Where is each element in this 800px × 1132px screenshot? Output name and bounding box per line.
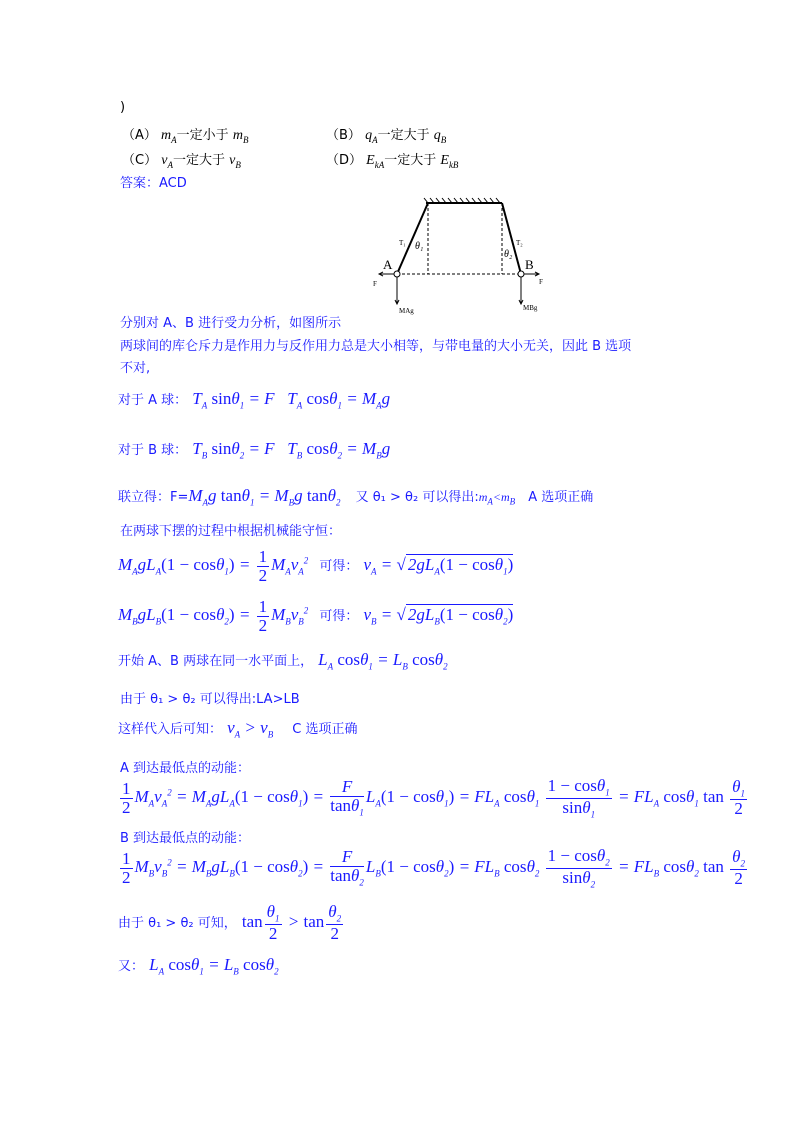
answer-line: 答案：ACD (120, 176, 187, 191)
ball-a-equations: 对于 A 球： $T_A$ sinθ$_1$ = F $T_A$ $\cos\theta_1 = M_Ag$ (118, 389, 391, 411)
label-a: A (383, 257, 393, 272)
label-f-left: F (373, 280, 377, 288)
ka-equation: $\frac{1}{2}$ $M_Av_A^2 = M_AgL_A(1 - \cos\theta_1)$ = $\frac{F}{\tan\theta_1}$ $L_A(1 - \cos\theta_1) = FL_A$ cosθ$_1$ $\frac{1 - \cos\theta_1}{\sin\theta_1}$ = $FL_A$ cosθ$_1$ tan $\frac{\theta_1}{2}$ (122, 776, 746, 820)
coulomb-text-2: 不对, (120, 361, 151, 376)
label-f-right: F (539, 278, 543, 286)
label-mbg: MBg (523, 304, 538, 312)
analysis-text: 分别对 A、B 进行受力分析，如图所示 (120, 316, 342, 331)
label-t2: T₂ (516, 239, 523, 247)
label-mag: MAg (399, 307, 414, 315)
tan-inequality: 由于 θ₁ > θ₂ 可知， tan $\frac{\theta_1}{2}$ > tan $\frac{\theta_2}{2}$ (118, 902, 342, 943)
force-diagram (368, 195, 548, 315)
thus-equation: 这样代入后可知： $v_A > v_B$ C 选项正确 (118, 718, 358, 740)
label-theta2: θ₂ (504, 249, 513, 260)
coulomb-text-1: 两球间的库仑斥力是作用力与反作用力总是大小相等，与带电量的大小无关，因此 B 选项 (120, 339, 632, 354)
also-equation: 又： $L_A$ $\cos\theta_1 = L_B$ cosθ$_2$ (118, 955, 279, 977)
closing-paren: ) (120, 100, 126, 115)
ball-b-equations: 对于 B 球： $T_B$ sinθ$_2$ = F $T_B$ $\cos\theta_2 = M_Bg$ (118, 439, 391, 461)
option-a: （A） $m_A$一定小于 $m_B$ (122, 128, 249, 145)
energy-equation-a: $M_AgL_A(1 - \cos\theta_1)$ = $\frac{1}{2}$ $M_Av_A^2$ 可得： $v_A$ = √ $2gL_A(1 - \cos\theta_1)$ (118, 547, 514, 585)
kb-text: B 到达最低点的动能： (120, 831, 251, 846)
start-equation: 开始 A、B 两球在同一水平面上， $L_A$ $\cos\theta_1 = L_B$ cosθ$_2$ (118, 650, 448, 672)
ka-text: A 到达最低点的动能： (120, 761, 251, 776)
energy-equation-b: $M_BgL_B(1 - \cos\theta_2)$ = $\frac{1}{2}$ $M_Bv_B^2$ 可得： $v_B$ = √ $2gL_B(1 - \cos\theta_2)$ (118, 597, 514, 635)
option-d: （D） $E_{kA}$一定大于 $E_{kB}$ (326, 153, 459, 170)
combined-equation: 联立得：$F=M_Ag$ $\tan\theta_1 = M_Bg$ tanθ$_2$ 又 θ₁ > θ₂ 可以得出$:m_A<m_B$ A 选项正确 (118, 486, 594, 508)
label-theta1: θ₁ (415, 241, 424, 252)
kb-equation: $\frac{1}{2}$ $M_Bv_B^2 = M_BgL_B(1 - \cos\theta_2)$ = $\frac{F}{\tan\theta_2}$ $L_B(1 - \cos\theta_2) = FL_B$ cosθ$_2$ $\frac{1 - \cos\theta_2}{\sin\theta_2}$ = $FL_B$ cosθ$_2$ tan $\frac{\theta_2}{2}$ (122, 846, 746, 890)
label-b: B (525, 257, 534, 272)
option-c: （C） $v_A$一定大于 $v_B$ (122, 153, 241, 170)
since-text: 由于 θ₁ > θ₂ 可以得出:LA>LB (120, 692, 300, 707)
ball-a (394, 271, 400, 277)
label-t1: T₁ (399, 239, 406, 247)
ball-b (518, 271, 524, 277)
energy-text: 在两球下摆的过程中根据机械能守恒： (120, 524, 342, 539)
option-b: （B） $q_A$一定大于 $q_B$ (326, 128, 447, 145)
